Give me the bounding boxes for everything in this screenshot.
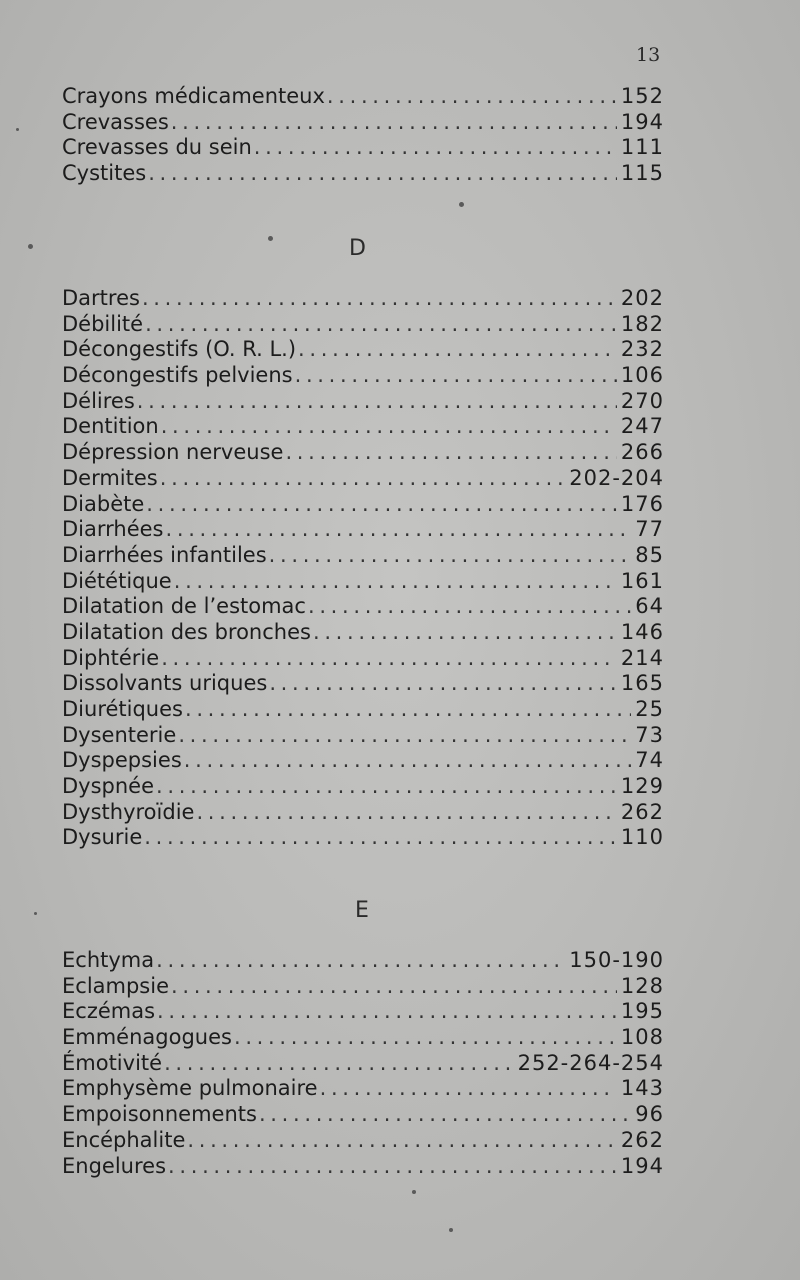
- index-page-ref: 96: [635, 1102, 664, 1127]
- dot-leader: [259, 1102, 631, 1128]
- index-section-c: [62, 84, 664, 187]
- index-term: Dilatation de l’estomac: [62, 594, 306, 619]
- index-term: Dyspepsies: [62, 748, 182, 773]
- dust-speck: [412, 1190, 416, 1194]
- index-entry: [62, 286, 664, 312]
- index-term: Délires: [62, 388, 135, 413]
- index-term: Dentition: [62, 414, 159, 439]
- index-page-ref: 202-204: [569, 465, 664, 490]
- index-entry: [62, 543, 664, 569]
- index-page-ref: 232: [620, 337, 664, 362]
- index-entry: [62, 948, 664, 974]
- index-entry: [62, 161, 664, 187]
- index-entry: [62, 312, 664, 338]
- dot-leader: [144, 825, 617, 851]
- index-term: Dysenterie: [62, 722, 177, 747]
- page-number: 13: [636, 44, 661, 66]
- dot-leader: [178, 723, 631, 749]
- index-page-ref: 194: [620, 109, 664, 134]
- dot-leader: [185, 697, 631, 723]
- dot-leader: [295, 363, 617, 389]
- index-term: Empoisonnements: [62, 1102, 257, 1127]
- dust-speck: [28, 244, 33, 249]
- dot-leader: [156, 948, 565, 974]
- index-entry: [62, 440, 664, 466]
- dot-leader: [142, 286, 617, 312]
- index-page-ref: 262: [620, 799, 664, 824]
- index-term: Dépression nerveuse: [62, 440, 284, 465]
- dot-leader: [166, 517, 632, 543]
- index-entry: [62, 774, 664, 800]
- index-entry: [62, 135, 664, 161]
- index-page-ref: 161: [620, 568, 664, 593]
- index-page-ref: 111: [620, 135, 664, 160]
- dot-leader: [184, 748, 632, 774]
- index-term: Dyspnée: [62, 774, 155, 799]
- dot-leader: [320, 1076, 617, 1102]
- index-entry: [62, 1051, 664, 1077]
- index-entry: [62, 999, 664, 1025]
- index-term: Crevasses du sein: [62, 135, 252, 160]
- dot-leader: [171, 974, 617, 1000]
- dot-leader: [269, 671, 617, 697]
- index-page-ref: 214: [620, 645, 664, 670]
- dust-speck: [16, 128, 19, 131]
- section-letter-d: D: [349, 236, 366, 261]
- index-entry: [62, 1025, 664, 1051]
- index-entry: [62, 723, 664, 749]
- index-page-ref: 202: [620, 286, 664, 310]
- index-page-ref: 194: [620, 1153, 664, 1178]
- dot-leader: [254, 135, 617, 161]
- index-page-ref: 108: [620, 1025, 664, 1050]
- dot-leader: [298, 337, 617, 363]
- index-entry: [62, 974, 664, 1000]
- dot-leader: [161, 646, 617, 672]
- index-term: Dilatation des bronches: [62, 619, 311, 644]
- index-page-ref: 247: [620, 414, 664, 439]
- index-page-ref: 165: [620, 671, 664, 696]
- dust-speck: [449, 1228, 453, 1232]
- index-page-ref: 64: [635, 594, 664, 619]
- index-entry: [62, 748, 664, 774]
- dot-leader: [148, 161, 617, 187]
- index-term: Émotivité: [62, 1050, 163, 1075]
- index-page-ref: 85: [635, 542, 664, 567]
- index-entry: [62, 1128, 664, 1154]
- index-term: Diphtérie: [62, 645, 160, 670]
- dot-leader: [313, 620, 617, 646]
- index-entry: [62, 517, 664, 543]
- index-entry: [62, 492, 664, 518]
- index-term: Dysthyroïdie: [62, 799, 195, 824]
- dot-leader: [269, 543, 632, 569]
- index-page-ref: 152: [620, 84, 664, 108]
- index-entry: [62, 569, 664, 595]
- index-entry: [62, 363, 664, 389]
- index-page-ref: 128: [620, 973, 664, 998]
- index-page-ref: 146: [620, 619, 664, 644]
- index-entry: [62, 1102, 664, 1128]
- dot-leader: [234, 1025, 617, 1051]
- index-page-ref: 129: [620, 774, 664, 799]
- dot-leader: [168, 1154, 617, 1180]
- index-term: Diététique: [62, 568, 172, 593]
- index-term: Engelures: [62, 1153, 167, 1178]
- index-term: Crayons médicamenteux: [62, 84, 325, 108]
- index-term: Echtyma: [62, 948, 155, 972]
- index-term: Diarrhées: [62, 517, 164, 542]
- index-entry: [62, 620, 664, 646]
- index-page-ref: 176: [620, 491, 664, 516]
- dot-leader: [146, 492, 617, 518]
- index-term: Diabète: [62, 491, 145, 516]
- index-entry: [62, 1076, 664, 1102]
- dot-leader: [160, 466, 566, 492]
- index-entry: [62, 1154, 664, 1180]
- dot-leader: [171, 110, 617, 136]
- index-entry: [62, 594, 664, 620]
- dot-leader: [187, 1128, 617, 1154]
- dot-leader: [196, 800, 616, 826]
- dot-leader: [157, 999, 617, 1025]
- index-page-ref: 73: [635, 722, 664, 747]
- index-section-e: [62, 948, 664, 1179]
- dot-leader: [308, 594, 631, 620]
- index-entry: [62, 646, 664, 672]
- index-term: Cystites: [62, 161, 147, 186]
- dot-leader: [156, 774, 617, 800]
- index-term: Diarrhées infantiles: [62, 542, 267, 567]
- section-letter-e: E: [355, 898, 369, 923]
- dot-leader: [164, 1051, 514, 1077]
- index-term: Eclampsie: [62, 973, 169, 998]
- index-term: Décongestifs (O. R. L.): [62, 337, 297, 362]
- index-entry: [62, 800, 664, 826]
- index-term: Dissolvants uriques: [62, 671, 268, 696]
- index-page-ref: 25: [635, 697, 664, 721]
- index-entry: [62, 84, 664, 110]
- index-page-ref: 182: [620, 311, 664, 336]
- dot-leader: [174, 569, 617, 595]
- index-entry: [62, 110, 664, 136]
- index-page-ref: 106: [620, 363, 664, 388]
- index-entry: [62, 337, 664, 363]
- index-term: Débilité: [62, 311, 144, 336]
- index-page-ref: 115: [620, 161, 664, 186]
- index-term: Décongestifs pelviens: [62, 363, 293, 388]
- index-entry: [62, 466, 664, 492]
- dust-speck: [268, 236, 273, 241]
- dust-speck: [459, 202, 464, 207]
- index-page-ref: 150-190: [569, 948, 664, 972]
- dot-leader: [161, 414, 617, 440]
- dot-leader: [327, 84, 617, 110]
- index-entry: [62, 671, 664, 697]
- index-section-d: [62, 286, 664, 851]
- index-term: Emménagogues: [62, 1025, 232, 1050]
- dust-speck: [34, 912, 37, 915]
- dot-leader: [137, 389, 617, 415]
- index-term: Eczémas: [62, 999, 156, 1024]
- index-page-ref: 270: [620, 388, 664, 413]
- index-page-ref: 266: [620, 440, 664, 465]
- dot-leader: [285, 440, 616, 466]
- index-term: Crevasses: [62, 109, 169, 134]
- index-entry: [62, 414, 664, 440]
- index-page-ref: 110: [620, 825, 664, 850]
- index-term: Encéphalite: [62, 1127, 186, 1152]
- index-entry: [62, 389, 664, 415]
- index-entry: [62, 825, 664, 851]
- index-term: Emphysème pulmonaire: [62, 1076, 318, 1101]
- index-page-ref: 195: [620, 999, 664, 1024]
- index-entry: [62, 697, 664, 723]
- index-page-ref: 143: [620, 1076, 664, 1101]
- dot-leader: [145, 312, 617, 338]
- index-page-ref: 74: [635, 748, 664, 773]
- index-term: Dermites: [62, 465, 158, 490]
- index-term: Dysurie: [62, 825, 143, 850]
- index-term: Diurétiques: [62, 697, 183, 721]
- index-term: Dartres: [62, 286, 140, 310]
- index-page-ref: 77: [635, 517, 664, 542]
- index-page-ref: 262: [620, 1127, 664, 1152]
- index-page-ref: 252-264-254: [517, 1050, 664, 1075]
